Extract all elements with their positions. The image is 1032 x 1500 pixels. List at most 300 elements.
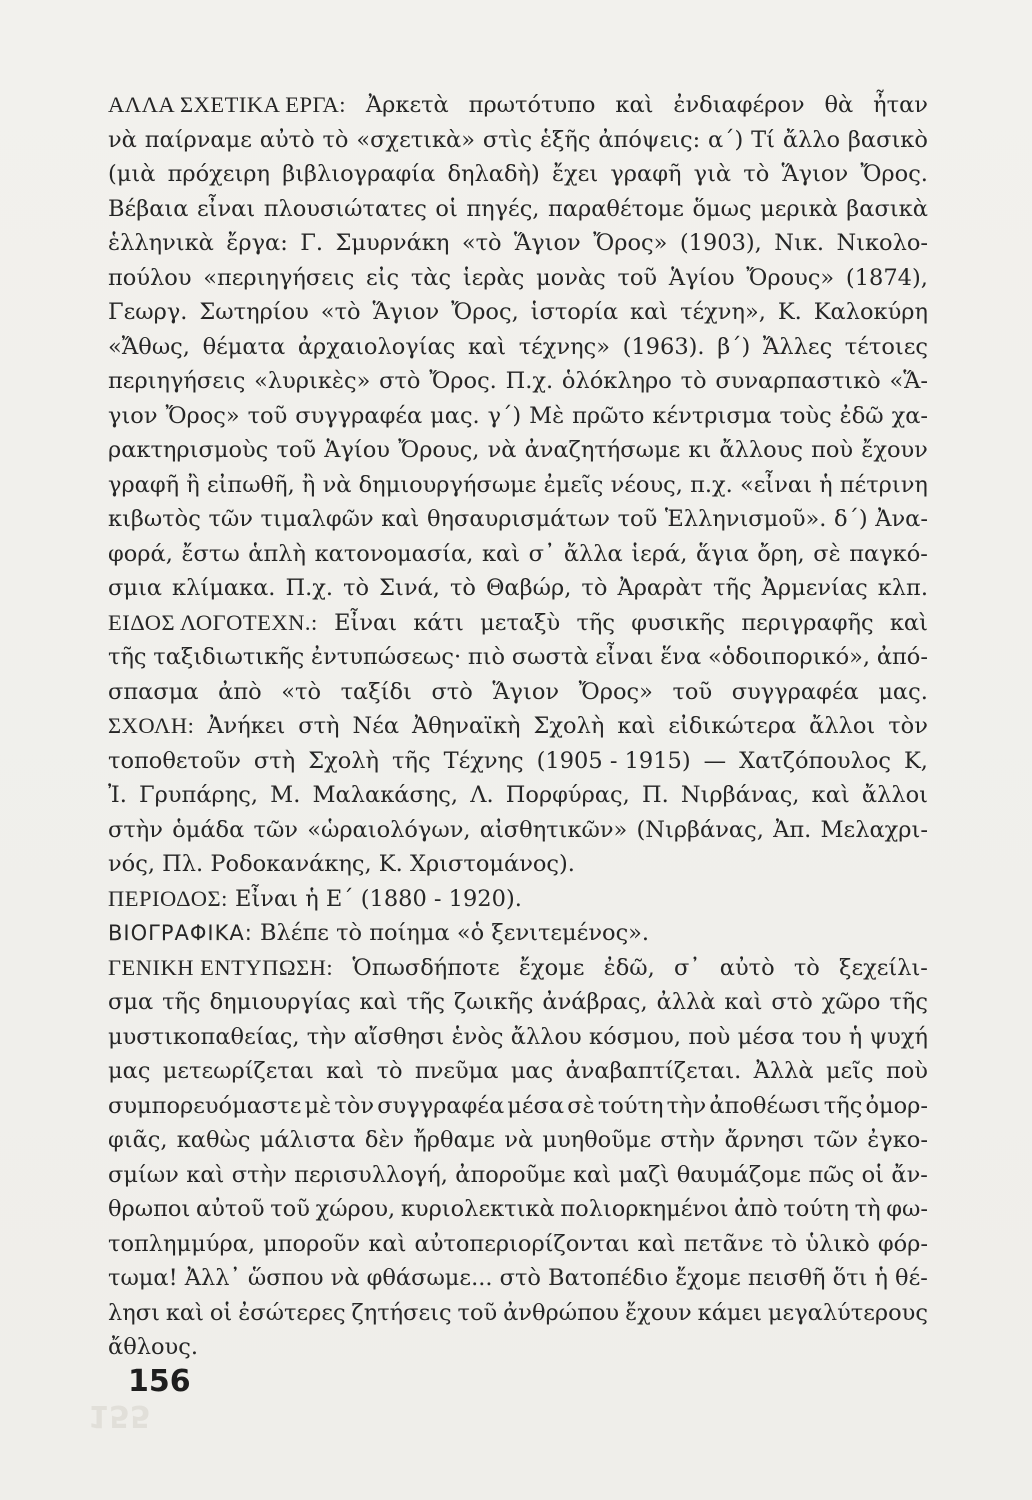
word: ποὺ xyxy=(811,437,854,463)
word: α΄) xyxy=(708,126,744,153)
word: «ὁδοιπορικό», xyxy=(707,644,871,670)
section-label: ΠΕΡΙΟΔΟΣ: xyxy=(108,885,228,911)
word: τῆς xyxy=(576,609,615,636)
word: Ὄρους» xyxy=(746,264,835,291)
word: ἔχομε xyxy=(518,954,585,981)
word: καὶ xyxy=(615,92,654,118)
word: αὐτὸ xyxy=(719,954,775,981)
word: τῆς xyxy=(108,644,147,670)
section-label: ΓΕΝΙΚΗ ΕΝΤΥΠΩΣΗ: xyxy=(108,954,334,980)
word: τὴν xyxy=(306,1023,347,1050)
word: δημιουργίας xyxy=(209,989,351,1015)
word: τὴν xyxy=(666,1092,707,1119)
word: Σμυρνάκη xyxy=(335,230,450,256)
word: νὰ xyxy=(108,126,137,153)
word: Ἀπ. xyxy=(773,816,812,843)
word: Λ. xyxy=(470,782,494,808)
word: τοποθετοῦν xyxy=(108,747,241,774)
text-line xyxy=(108,571,928,606)
word: «τὸ xyxy=(320,299,361,325)
text-line xyxy=(108,916,928,951)
word: «σχετικὰ» xyxy=(356,126,476,153)
word: πρῶτο xyxy=(572,402,645,429)
word: Ὄρος» xyxy=(593,230,668,256)
word: θὰ xyxy=(824,92,854,118)
word: νὰ xyxy=(322,471,352,498)
word: Κ. xyxy=(777,299,802,325)
word: βιβλιογραφία xyxy=(282,161,436,187)
word: Σχολὴ xyxy=(533,713,605,739)
word: ἔχομε xyxy=(675,1265,741,1291)
word: Ὄρος. xyxy=(429,368,497,394)
word: ἐδῶ xyxy=(839,402,884,429)
word: μαζὶ xyxy=(618,1161,670,1188)
word: νὰ xyxy=(504,1127,534,1153)
word: Βέβαια xyxy=(108,195,189,222)
word: ἄλλοι xyxy=(861,782,928,808)
word: τούτη xyxy=(597,1092,664,1119)
word: ἐμεῖς xyxy=(543,471,604,498)
word: ἤρθαμε xyxy=(413,1127,496,1153)
word: τὸ xyxy=(793,954,820,981)
word: «ὡραιολόγων, xyxy=(307,816,471,843)
word: καθὼς xyxy=(176,1127,251,1153)
word: Ἀρκετὰ xyxy=(365,92,449,118)
word: Ἁγίου xyxy=(324,437,390,463)
word: γιον xyxy=(108,402,158,429)
word: Βλέπε xyxy=(259,920,329,946)
word: Ἑλληνισμοῦ». xyxy=(664,506,827,532)
word: δὲν xyxy=(364,1127,405,1153)
word: νός, xyxy=(108,851,155,877)
word: Ἅγιον xyxy=(492,678,560,705)
word: στὴν xyxy=(660,1127,716,1153)
word: ἐντυπώσεως· xyxy=(311,644,462,670)
word: «Ἅ- xyxy=(889,368,928,394)
word: ἄλλο xyxy=(782,126,841,153)
word: τῆς xyxy=(406,989,446,1015)
word: Μαλακάσης, xyxy=(312,782,459,808)
text-line xyxy=(108,606,928,641)
word: τῆς xyxy=(713,575,752,601)
word: εἶναι xyxy=(595,644,654,670)
word: συγγραφέα xyxy=(377,1092,505,1119)
word: στὴ xyxy=(298,713,340,739)
word: ἔχουν xyxy=(861,437,928,463)
word: καὶ xyxy=(572,1161,612,1188)
word: εἰς xyxy=(366,264,400,291)
word: βασικὰ xyxy=(846,195,928,222)
word: καὶ xyxy=(481,540,521,567)
word: τὰς xyxy=(410,264,452,291)
text-line xyxy=(108,1227,928,1262)
word: παίρναμε xyxy=(144,126,252,153)
word: Χατζόπουλος xyxy=(739,747,891,774)
word: τοῦ xyxy=(457,1299,498,1326)
word: γραφῆ xyxy=(108,471,180,498)
word: φω- xyxy=(886,1196,928,1222)
word: Νιρβάνας, xyxy=(680,782,800,808)
word: Ἄλλες xyxy=(762,333,833,360)
word: ἄθλους. xyxy=(108,1334,198,1360)
word: πιὸ xyxy=(467,644,506,670)
word: Ἅγιον xyxy=(514,230,581,256)
word: (1905 - 1915) xyxy=(536,747,691,774)
word: σμα xyxy=(108,989,154,1015)
word: καὶ xyxy=(326,1058,365,1084)
word: οἱ xyxy=(209,1299,233,1326)
word: μεῖς xyxy=(825,1058,874,1084)
word: σπασμα xyxy=(108,678,199,705)
word: τωμα! xyxy=(108,1265,178,1291)
word: ἑλληνικὰ xyxy=(108,230,214,256)
word: σὲ xyxy=(813,540,841,567)
word: τοῦ xyxy=(247,402,288,429)
word: «τὸ xyxy=(461,230,502,256)
word: τῆς xyxy=(392,747,431,774)
word: ταξιδιωτικῆς xyxy=(153,644,305,670)
word: ἡ xyxy=(874,1265,888,1291)
text-line xyxy=(108,295,928,330)
word: στὶς xyxy=(482,126,533,153)
word: κυριολεκτικὰ xyxy=(400,1196,555,1222)
word: θέ- xyxy=(895,1265,928,1291)
word: βασικὸ xyxy=(847,126,928,153)
section-label: ΕΙΔΟΣ ΛΟΓΟΤΕΧΝ.: xyxy=(108,609,318,635)
word: κλπ. xyxy=(877,575,928,601)
word: κέντρισμα xyxy=(652,402,772,429)
word: ἀναβαπτίζεται. xyxy=(565,1058,742,1084)
text-line xyxy=(108,537,928,572)
text-line xyxy=(108,192,928,227)
word: μας. xyxy=(878,678,928,705)
word: πούλου xyxy=(108,264,192,291)
word: τῶν xyxy=(813,1127,859,1153)
word: αἰσθητικῶν» xyxy=(479,816,628,843)
word: Ἀρμενίας xyxy=(761,575,868,601)
word: μετεωρίζεται xyxy=(162,1058,314,1084)
word: περισυλλογή, xyxy=(294,1161,448,1188)
text-line xyxy=(108,364,928,399)
word: πετᾶνε xyxy=(683,1230,764,1257)
word: Καλοκύρη xyxy=(813,299,928,325)
word: ἀποθέωσι xyxy=(709,1092,821,1119)
word: ποίημα xyxy=(369,920,450,946)
word: σμίων xyxy=(108,1161,179,1188)
word: χῶρο xyxy=(821,989,881,1015)
word: ἦταν xyxy=(873,92,928,118)
word: Εἶναι xyxy=(334,609,398,636)
word: τὸν xyxy=(334,1092,375,1119)
text-line xyxy=(108,399,928,434)
text-line xyxy=(108,675,928,710)
word: καὶ xyxy=(186,1161,225,1188)
word: στὴν xyxy=(108,816,163,843)
word: ρακτηρισμοὺς xyxy=(108,437,269,463)
word: πρόχειρη xyxy=(167,161,270,187)
word: Ὄρος, xyxy=(451,299,519,325)
word: καὶ xyxy=(811,782,850,808)
word: Πλ. xyxy=(162,851,204,877)
word: Π.χ. xyxy=(505,368,554,394)
word: παραθέτομε xyxy=(548,195,684,222)
word: στὴν xyxy=(231,1161,287,1188)
word: Ὄρος. xyxy=(860,161,928,187)
word: ἀπὸ xyxy=(734,1196,778,1222)
word: ἱερά, xyxy=(631,540,688,567)
word: στὸ xyxy=(431,678,473,705)
word: καὶ xyxy=(467,333,507,360)
word: (1874), xyxy=(845,264,928,291)
word: Π. xyxy=(641,782,669,808)
word: ὀμορ- xyxy=(865,1092,928,1119)
word: τῶν xyxy=(208,506,253,532)
word: τοῦ xyxy=(270,1196,310,1222)
text-line xyxy=(108,1192,928,1227)
word: τὴ xyxy=(854,1196,881,1222)
word: τῆς xyxy=(889,989,928,1015)
word: θησαυρισμάτων xyxy=(427,506,610,532)
word: καὶ xyxy=(359,989,398,1015)
text-line xyxy=(108,88,928,123)
word: μάλιστα xyxy=(259,1127,356,1153)
word: ξενιτεμένος». xyxy=(491,920,650,946)
word: ταξίδι xyxy=(340,678,412,705)
page-number: 156 xyxy=(128,1364,191,1399)
word: αὐτοῦ xyxy=(195,1196,265,1222)
word: Νικολο- xyxy=(836,230,928,256)
word: νέους, xyxy=(610,471,683,498)
word: ἀνθρώπου xyxy=(503,1299,620,1326)
word: γ΄) xyxy=(487,402,522,429)
word: ποὺ xyxy=(885,1058,928,1084)
word: (1963). xyxy=(622,333,705,360)
word: ἄν- xyxy=(891,1161,928,1188)
word: «περιηγήσεις xyxy=(203,264,355,291)
text-line xyxy=(108,1261,928,1296)
word: ἄλλοι xyxy=(809,713,876,739)
word: τούτη xyxy=(783,1196,849,1222)
word: δ΄) xyxy=(834,506,868,532)
word: Σωτηρίου xyxy=(199,299,309,325)
text-line xyxy=(108,1123,928,1158)
text-line xyxy=(108,502,928,537)
word: μέσα xyxy=(507,1092,565,1119)
word: ψυχή xyxy=(869,1023,928,1050)
word: Μελαχρι- xyxy=(820,816,928,843)
word: ἀπόψεις: xyxy=(598,126,701,153)
word: «εἶναι xyxy=(739,471,812,498)
word: καὶ xyxy=(724,989,763,1015)
word: μας. xyxy=(430,402,480,429)
word: κάτι xyxy=(413,609,464,636)
word: χώρου, xyxy=(315,1196,396,1222)
word: ἀπό- xyxy=(876,644,928,670)
word: Π.χ. xyxy=(285,575,334,601)
word: Ἀραρὰτ xyxy=(617,575,703,601)
word: τοπλημμύρα, xyxy=(108,1230,256,1257)
word: Ὄρος» xyxy=(578,678,653,705)
word: Ἀλλὰ xyxy=(753,1058,814,1084)
word: πῶς xyxy=(808,1161,855,1188)
word: ἐσώτερες xyxy=(238,1299,346,1326)
text-line xyxy=(108,1089,928,1124)
word: καὶ xyxy=(637,1230,676,1257)
text-line xyxy=(108,882,928,917)
word: Ὁπωσδήποτε xyxy=(352,954,500,981)
word: δημιουργήσωμε xyxy=(358,471,537,498)
section-label: ΑΛΛΑ ΣΧΕΤΙΚΑ ΕΡΓΑ: xyxy=(108,92,346,117)
word: εἶναι xyxy=(196,195,256,222)
word: καὶ xyxy=(381,506,420,532)
word: οἱ xyxy=(861,1161,884,1188)
text-line xyxy=(108,226,928,261)
text-line xyxy=(108,1020,928,1055)
word: αἴσθησι xyxy=(353,1023,445,1050)
word: σὲ xyxy=(567,1092,595,1119)
text-line xyxy=(108,157,928,192)
word: παγκό- xyxy=(849,540,928,567)
word: στὸ xyxy=(499,1265,541,1291)
text-line xyxy=(108,123,928,158)
word: «Ἄθως, xyxy=(108,333,190,360)
word: τὸ xyxy=(343,575,370,601)
word: (Νιρβάνας, xyxy=(636,816,764,843)
word: πνεῦμα xyxy=(414,1058,499,1084)
word: Κ. xyxy=(378,851,403,877)
word: Γ. xyxy=(300,230,324,256)
word: ὄρη, xyxy=(757,540,805,567)
word: σωστὰ xyxy=(511,644,589,670)
word: π.χ. xyxy=(690,471,733,498)
word: ὁλόκληρο xyxy=(561,368,672,394)
word: τὸ xyxy=(680,368,707,394)
text-line xyxy=(108,330,928,365)
word: Ἅγιον xyxy=(781,161,849,187)
word: καὶ xyxy=(368,1230,407,1257)
word: ἀποροῦμε xyxy=(455,1161,566,1188)
word: ἄλλου xyxy=(510,1023,582,1050)
word: Ἀθηναϊκὴ xyxy=(412,713,521,739)
word: στὸ xyxy=(379,368,421,394)
word: Ἁγίου xyxy=(668,264,735,291)
word: ἔργα: xyxy=(226,230,288,256)
word: τῶν xyxy=(253,816,298,843)
word: αὐτὸ xyxy=(259,126,315,153)
word: ἡ xyxy=(819,471,833,498)
word: ἱστορία xyxy=(530,299,619,325)
word: τὸ xyxy=(581,575,608,601)
text-line xyxy=(108,640,928,675)
text-line xyxy=(108,1054,928,1089)
word: κλίμακα. xyxy=(172,575,276,601)
text-line xyxy=(108,433,928,468)
word: πλουσιώτατες xyxy=(263,195,427,222)
word: ἄρνησι xyxy=(724,1127,805,1153)
word: Χριστομάνος). xyxy=(409,851,575,877)
word: ἢ xyxy=(186,471,200,498)
word: Μὲ xyxy=(529,402,565,429)
word: ποὺ xyxy=(688,1023,731,1050)
word: χα- xyxy=(891,402,928,429)
word: μυστικοπαθείας, xyxy=(108,1023,300,1050)
word: τιμαλφῶν xyxy=(260,506,374,532)
word: στὸ xyxy=(771,989,813,1015)
word: δηλαδὴ) xyxy=(447,161,540,187)
section-label: ΒΙΟΓΡΑΦΙΚΑ: xyxy=(108,921,253,945)
body-text xyxy=(108,88,928,1365)
word: σ᾽ xyxy=(528,540,556,567)
word: τοῦ xyxy=(672,678,713,705)
word: καὶ xyxy=(617,713,656,739)
word: μας xyxy=(510,1058,554,1084)
text-line xyxy=(108,985,928,1020)
word: — xyxy=(703,747,727,774)
word: «λυρικὲς» xyxy=(254,368,371,394)
word: Νέα xyxy=(352,713,400,739)
word: εἰπωθῆ, xyxy=(206,471,295,498)
text-line xyxy=(108,261,928,296)
word: ἕνα xyxy=(660,644,702,670)
text-line xyxy=(108,951,928,986)
word: Τί xyxy=(751,126,775,153)
word: καὶ xyxy=(889,609,928,636)
word: ἡ xyxy=(305,885,319,912)
word: φιᾶς, xyxy=(108,1127,168,1153)
text-line xyxy=(108,1158,928,1193)
word: θαυμάζομε xyxy=(676,1161,802,1188)
word: τὸ xyxy=(449,575,476,601)
word: ἔστω xyxy=(181,540,240,567)
word: (1880 - 1920). xyxy=(360,885,522,912)
section-label: ΣΧΟΛΗ: xyxy=(108,713,195,738)
word: Θαβώρ, xyxy=(485,575,572,601)
word: ἱερὰς xyxy=(462,264,525,291)
word: νὰ xyxy=(487,437,517,463)
word: φυσικῆς xyxy=(631,609,726,636)
word: Ἀνα- xyxy=(875,506,928,532)
word: Ἅγιον xyxy=(372,299,440,325)
word: κατονομασία, xyxy=(314,540,474,567)
word: καὶ xyxy=(630,299,669,325)
word: πεισθῆ xyxy=(747,1265,826,1291)
word: μερικὰ xyxy=(760,195,838,222)
word: τὸ xyxy=(322,126,349,153)
word: Ε΄ xyxy=(325,885,354,912)
word: πέτρινη xyxy=(839,471,928,498)
word: Πορφύρας, xyxy=(505,782,630,808)
word: στὴ xyxy=(253,747,296,774)
word: μποροῦν xyxy=(263,1230,361,1257)
word: ἢ xyxy=(301,471,316,498)
word: τοῦ xyxy=(617,264,658,291)
word: τοῦ xyxy=(617,506,658,532)
word: τὸ xyxy=(376,1058,403,1084)
word: ξεχείλι- xyxy=(839,954,928,981)
word: κάμει xyxy=(697,1299,762,1326)
word: «τὸ xyxy=(281,678,322,705)
word: μονὰς xyxy=(536,264,606,291)
word: περιγραφῆς xyxy=(741,609,874,636)
word: τέχνη», xyxy=(680,299,766,325)
word: ἁπλὴ xyxy=(248,540,306,567)
word: κιβωτὸς xyxy=(108,506,201,532)
word: ἡ xyxy=(848,1023,863,1050)
word: Εἶναι xyxy=(235,885,298,912)
word: συγγραφέα xyxy=(295,402,423,429)
word: τοὺς xyxy=(779,402,832,429)
word: μεγαλύτερους xyxy=(767,1299,928,1326)
